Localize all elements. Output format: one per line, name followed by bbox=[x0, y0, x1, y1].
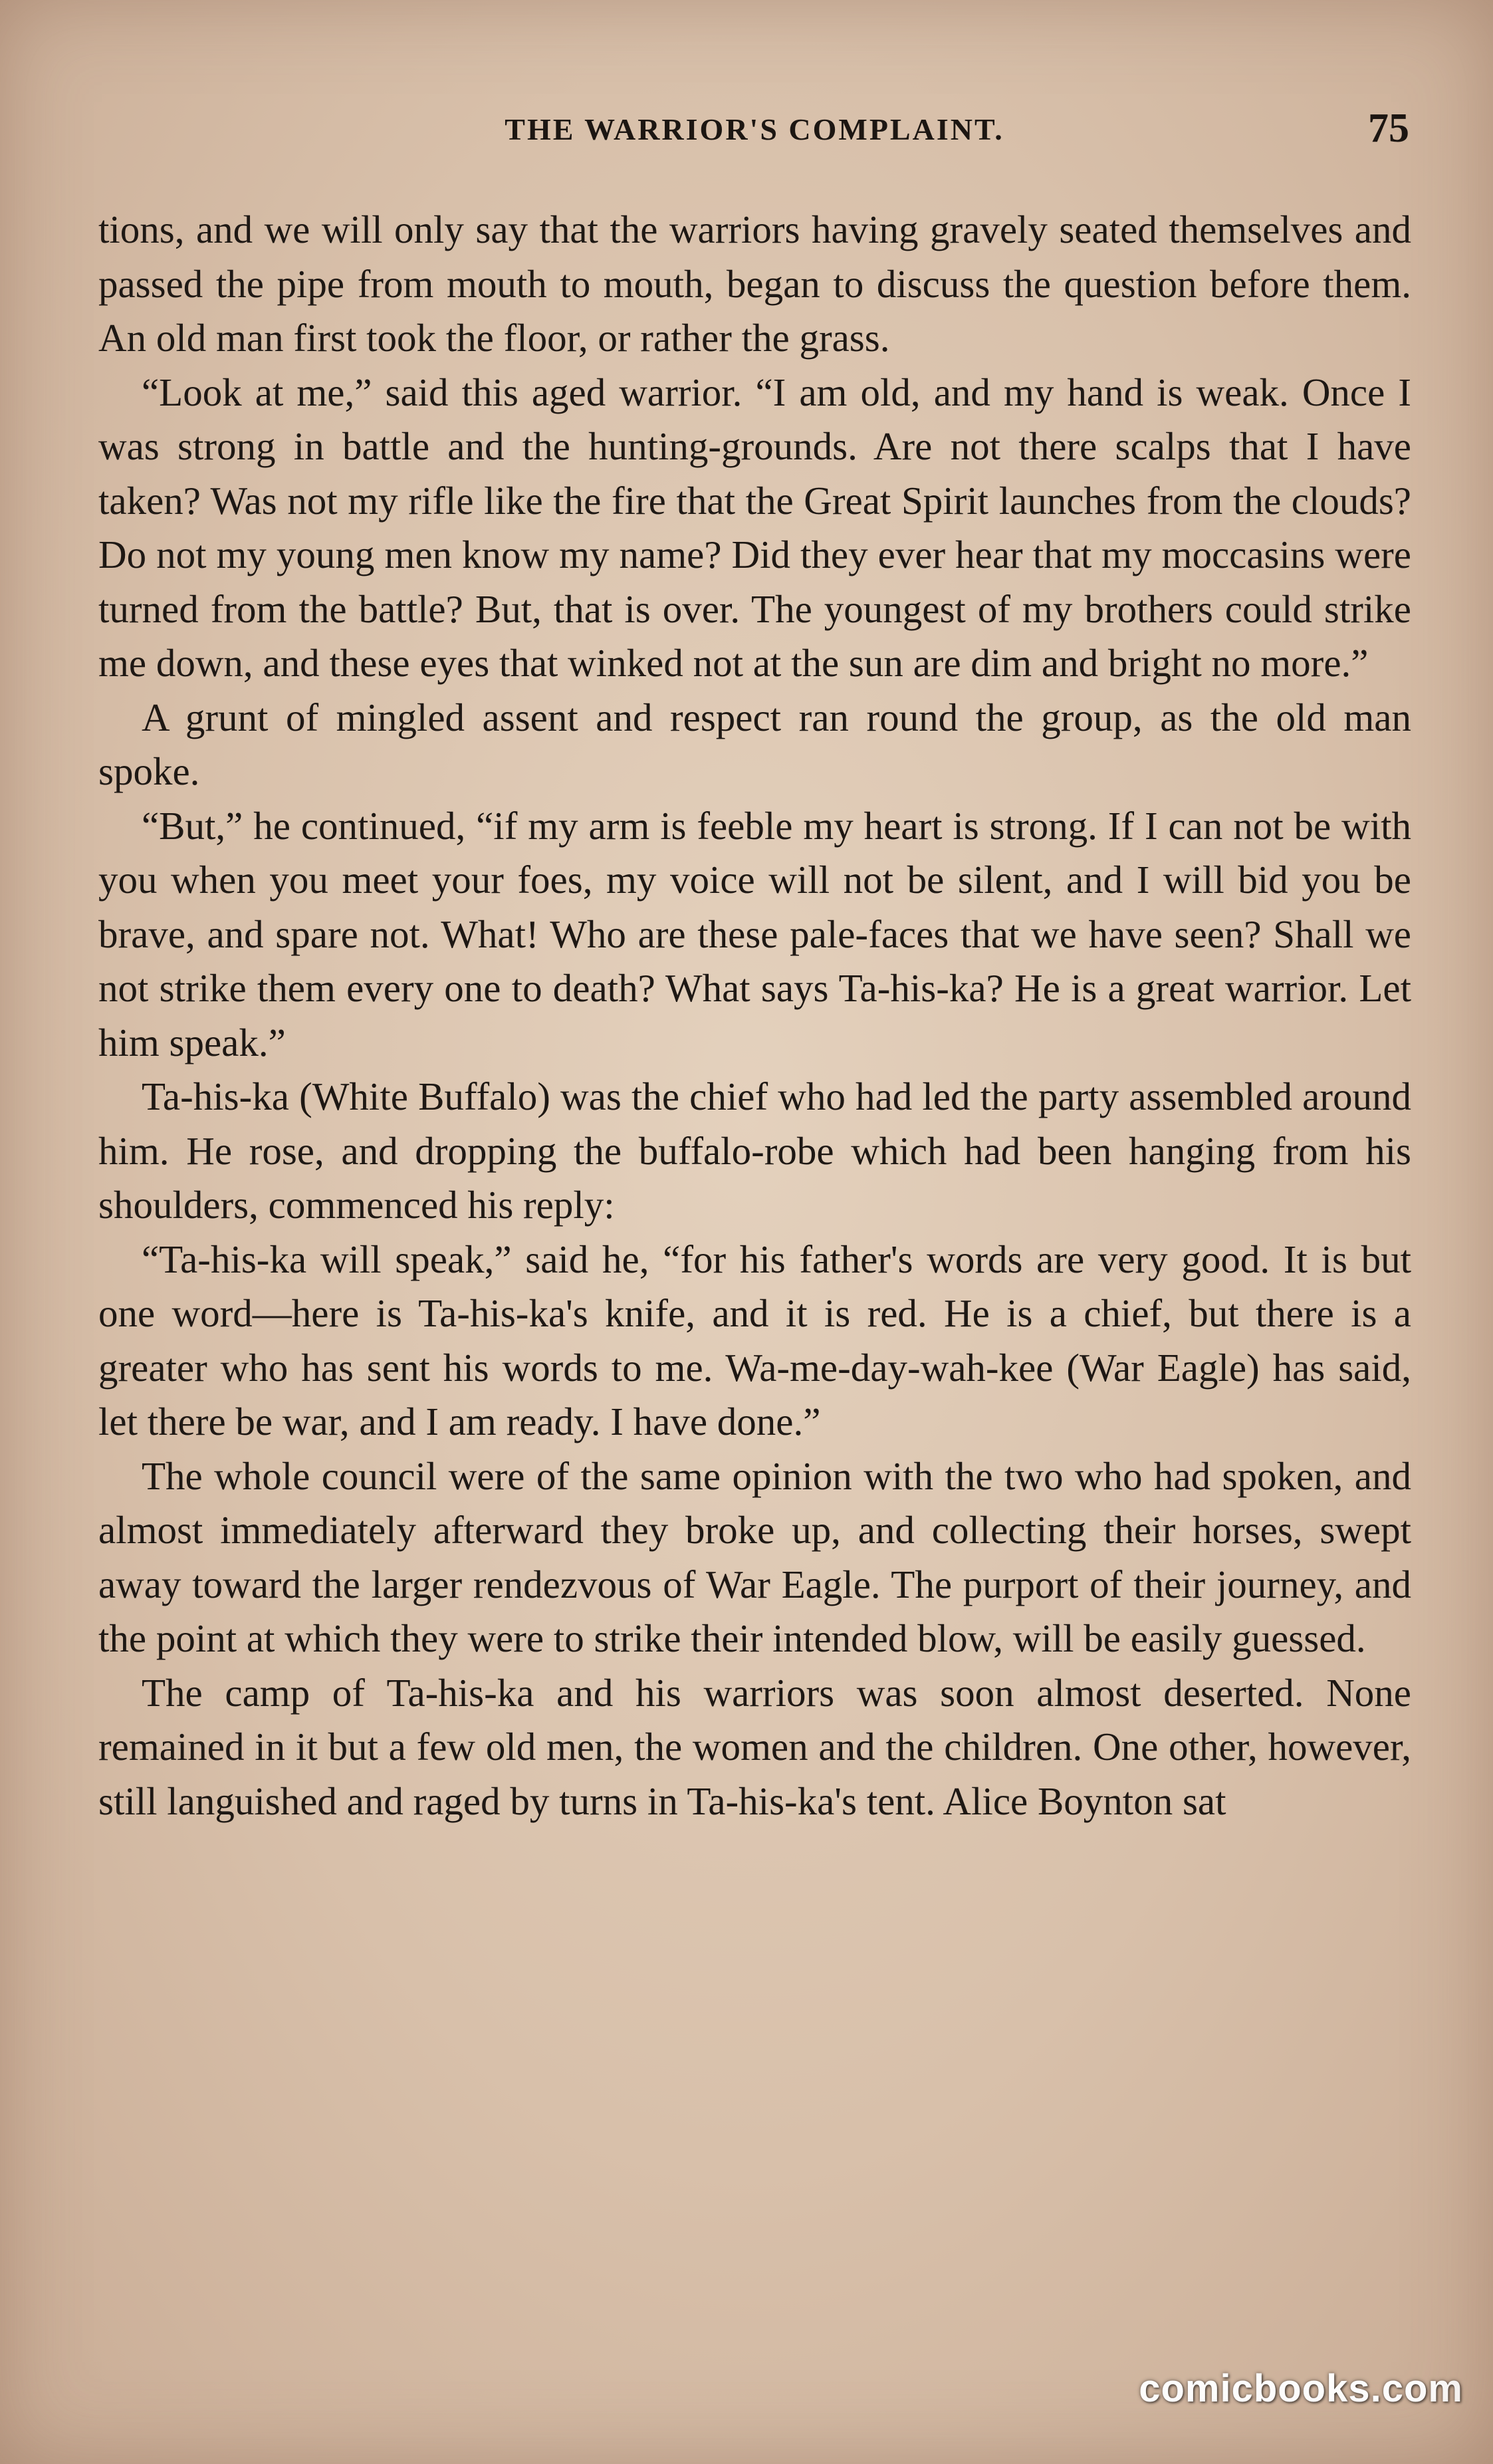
paragraph: “Ta-his-ka will speak,” said he, “for his father's words are very good. It is but one word—here is Ta-his-ka's knife, and it is red. He is a chief, but there is a greater who has sent his words to me. Wa-me-day-wah-kee (War Eagle) has said, let there be war, and I am ready. I have done.” bbox=[98, 1237, 1411, 1443]
paragraph: tions, and we will only say that the warriors having gravely seated themselves and passed the pipe from mouth to mouth, began to discuss the question before them. An old man first took the floor, or rather the grass. bbox=[98, 207, 1411, 360]
paragraph: The whole council were of the same opinion with the two who had spoken, and almost immediately afterward they broke up, and collecting their horses, swept away toward the larger rendezvous of War Eagle. The purport of their journey, and the point at which they were to strike their intended blow, will be easily guessed. bbox=[98, 1453, 1411, 1660]
paragraph: Ta-his-ka (White Buffalo) was the chief who had led the party assembled around him. He rose, and dropping the buffalo-robe which had been hanging from his shoulders, commenced his reply: bbox=[98, 1074, 1411, 1227]
paragraph: “Look at me,” said this aged warrior. “I am old, and my hand is weak. Once I was strong in battle and the hunting-grounds. Are not there scalps that I have taken? Was not my rifle like the fire that the Great Spirit launches from the clouds? Do not my young men know my name? Did they ever hear that my moccasins were turned from the battle? But, that is over. The youngest of my brothers could strike me down, and these eyes that winked not at the sun are dim and bright no more.” bbox=[98, 370, 1411, 685]
paragraph: “But,” he continued, “if my arm is feeble my heart is strong. If I can not be with you when you meet your foes, my voice will not be silent, and I will bid you be brave, and spare not. What! Who are these pale-faces that we have seen? Shall we not strike them every one to death? What says Ta-his-ka? He is a great warrior. Let him speak.” bbox=[98, 803, 1411, 1064]
running-title: THE WARRIOR'S COMPLAINT. bbox=[505, 112, 1004, 146]
paragraph: The camp of Ta-his-ka and his warriors was soon almost deserted. None remained in it but a few old men, the women and the children. One other, however, still languished and raged by turns in Ta-his-ka's tent. Alice Boynton sat bbox=[98, 1670, 1411, 1823]
body-text bbox=[98, 203, 1411, 1828]
watermark: comicbooks.com bbox=[1139, 2367, 1463, 2410]
page-header bbox=[100, 100, 1409, 153]
paragraph: A grunt of mingled assent and respect ran round the group, as the old man spoke. bbox=[98, 695, 1411, 793]
page-number: 75 bbox=[1368, 106, 1409, 151]
